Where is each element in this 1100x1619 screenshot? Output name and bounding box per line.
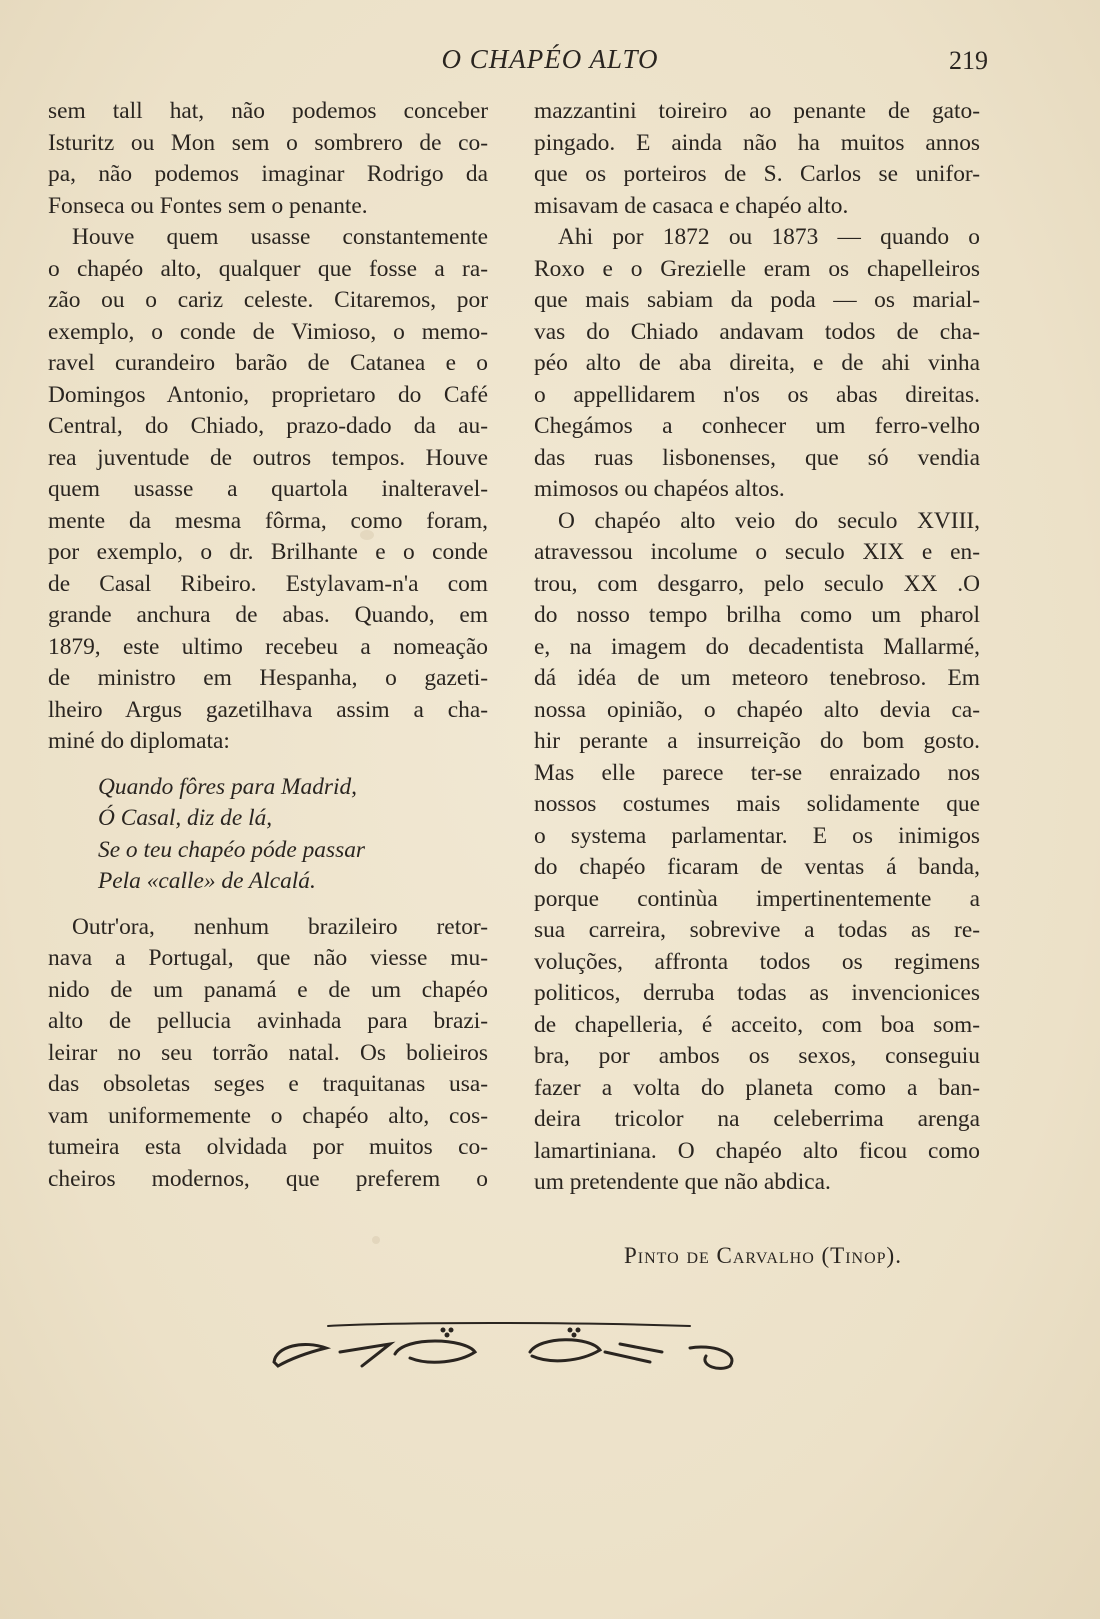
text-line: Central, do Chiado, prazo-dado da au- bbox=[48, 413, 488, 439]
right-column bbox=[534, 96, 980, 1199]
text-line: voluções, affronta todos os regimens bbox=[534, 948, 980, 975]
text-line: grande anchura de abas. Quando, em bbox=[48, 602, 488, 628]
page-number: 219 bbox=[949, 46, 988, 75]
text-line: miné do diplomata: bbox=[48, 728, 230, 754]
text-line: um pretendente que não abdica. bbox=[534, 1169, 831, 1195]
text-line: e, na imagem do decadentista Mallarmé, bbox=[534, 633, 980, 660]
author-signature: Pinto de Carvalho (Tinop). bbox=[624, 1243, 902, 1268]
text-line: porque continùa impertinentemente a bbox=[534, 885, 980, 912]
text-line: lamartiniana. O chapéo alto ficou como bbox=[534, 1137, 980, 1164]
left-column bbox=[48, 96, 488, 1195]
text-line: O chapéo alto veio do seculo XVIII, bbox=[558, 507, 980, 534]
text-line: por exemplo, o dr. Brilhante e o conde bbox=[48, 539, 488, 565]
paragraph bbox=[534, 222, 980, 506]
running-title: O CHAPÉO ALTO bbox=[441, 44, 659, 74]
text-line: trou, com desgarro, pelo seculo XX .O bbox=[534, 570, 980, 597]
text-line: nossos costumes mais solidamente que bbox=[534, 791, 980, 817]
poem-line: Quando fôres para Madrid, bbox=[98, 773, 358, 800]
text-line: deira tricolor na celeberrima arenga bbox=[534, 1106, 980, 1132]
text-line: mimosos ou chapéos altos. bbox=[534, 476, 785, 502]
text-line: bra, por ambos os sexos, conseguiu bbox=[534, 1043, 980, 1069]
text-line: hir perante a insurreição do bom gosto. bbox=[534, 728, 980, 754]
running-head bbox=[0, 44, 1100, 84]
text-line: o appellidarem n'os os abas direitas. bbox=[534, 381, 980, 408]
text-line: lheiro Argus gazetilhava assim a cha- bbox=[48, 696, 488, 723]
text-line: misavam de casaca e chapéo alto. bbox=[534, 192, 849, 219]
text-line: leirar no seu torrão natal. Os bolieiros bbox=[48, 1039, 488, 1066]
text-line: quem usasse a quartola inalteravel- bbox=[48, 476, 488, 502]
text-line: fazer a volta do planeta como a ban- bbox=[534, 1074, 980, 1101]
text-line: tumeira esta olvidada por muitos co- bbox=[48, 1134, 488, 1160]
text-line: Chegámos a conhecer um ferro-velho bbox=[534, 413, 980, 439]
text-line: Outr'ora, nenhum brazileiro retor- bbox=[72, 913, 488, 940]
poem-line: Pela «calle» de Alcalá. bbox=[98, 868, 316, 894]
text-line: do chapéo ficaram de ventas á banda, bbox=[534, 854, 980, 880]
poem-line: Se o teu chapéo póde passar bbox=[98, 836, 365, 863]
text-line: Roxo e o Grezielle eram os chapelleiros bbox=[534, 255, 980, 282]
text-line: de Casal Ribeiro. Estylavam-n'a com bbox=[48, 570, 488, 597]
text-line: de ministro em Hespanha, o gazeti- bbox=[48, 665, 488, 691]
text-line: 1879, este ultimo recebeu a nomeação bbox=[48, 633, 488, 660]
text-line: das obsoletas seges e traquitanas usa- bbox=[48, 1071, 488, 1097]
text-line: pingado. E ainda não ha muitos annos bbox=[534, 129, 980, 156]
text-line: que mais sabiam da poda — os marial- bbox=[534, 287, 980, 313]
poem bbox=[98, 772, 488, 898]
text-line: péo alto de aba direita, e de ahi vinha bbox=[534, 350, 980, 376]
paragraph bbox=[48, 912, 488, 1196]
text-line: Isturitz ou Mon sem o sombrero de co- bbox=[48, 129, 488, 156]
text-line: alto de pellucia avinhada para brazi- bbox=[48, 1008, 488, 1034]
text-line: sem tall hat, não podemos conceber bbox=[48, 98, 488, 124]
text-line: vam uniformemente o chapéo alto, cos- bbox=[48, 1102, 488, 1129]
text-line: rea juventude de outros tempos. Houve bbox=[48, 444, 488, 471]
text-line: pa, não podemos imaginar Rodrigo da bbox=[48, 161, 488, 187]
text-line: ravel curandeiro barão de Catanea e o bbox=[48, 350, 488, 376]
text-line: vas do Chiado andavam todos de cha- bbox=[534, 318, 980, 345]
poem-line: Ó Casal, diz de lá, bbox=[98, 805, 273, 831]
text-line: Mas elle parece ter-se enraizado nos bbox=[534, 759, 980, 786]
text-line: Fonseca ou Fontes sem o penante. bbox=[48, 192, 368, 219]
text-line: mazzantini toireiro ao penante de gato- bbox=[534, 98, 980, 124]
text-line: nido de um panamá e de um chapéo bbox=[48, 976, 488, 1003]
text-line: politicos, derruba todas as invencionices bbox=[534, 980, 980, 1006]
tailpiece-ornament-icon bbox=[270, 1322, 750, 1382]
paper-stain bbox=[372, 1236, 380, 1244]
text-line: Ahi por 1872 ou 1873 — quando o bbox=[558, 224, 980, 250]
text-line: que os porteiros de S. Carlos se unifor- bbox=[534, 161, 980, 187]
text-line: das ruas lisbonenses, que só vendia bbox=[534, 444, 980, 471]
text-line: o chapéo alto, qualquer que fosse a ra- bbox=[48, 255, 488, 282]
text-line: de chapelleria, é acceito, com boa som- bbox=[534, 1011, 980, 1038]
text-line: Houve quem usasse constantemente bbox=[72, 224, 488, 250]
text-line: nava a Portugal, que não viesse mu- bbox=[48, 945, 488, 971]
text-line: atravessou incolume o seculo XIX e en- bbox=[534, 539, 980, 565]
text-line: sua carreira, sobrevive a todas as re- bbox=[534, 917, 980, 943]
text-line: Domingos Antonio, proprietaro do Café bbox=[48, 381, 488, 408]
paragraph bbox=[48, 96, 488, 222]
text-line: nossa opinião, o chapéo alto devia ca- bbox=[534, 696, 980, 723]
paragraph bbox=[534, 506, 980, 1199]
paragraph bbox=[534, 96, 980, 222]
text-line: zão ou o cariz celeste. Citaremos, por bbox=[48, 287, 488, 313]
text-line: do nosso tempo brilha como um pharol bbox=[534, 602, 980, 628]
text-line: exemplo, o conde de Vimioso, o memo- bbox=[48, 318, 488, 345]
paragraph bbox=[48, 222, 488, 758]
text-line: mente da mesma fôrma, como foram, bbox=[48, 507, 488, 534]
text-line: o systema parlamentar. E os inimigos bbox=[534, 822, 980, 849]
text-line: cheiros modernos, que preferem o bbox=[48, 1165, 488, 1192]
text-line: dá idéa de um meteoro tenebroso. Em bbox=[534, 665, 980, 691]
